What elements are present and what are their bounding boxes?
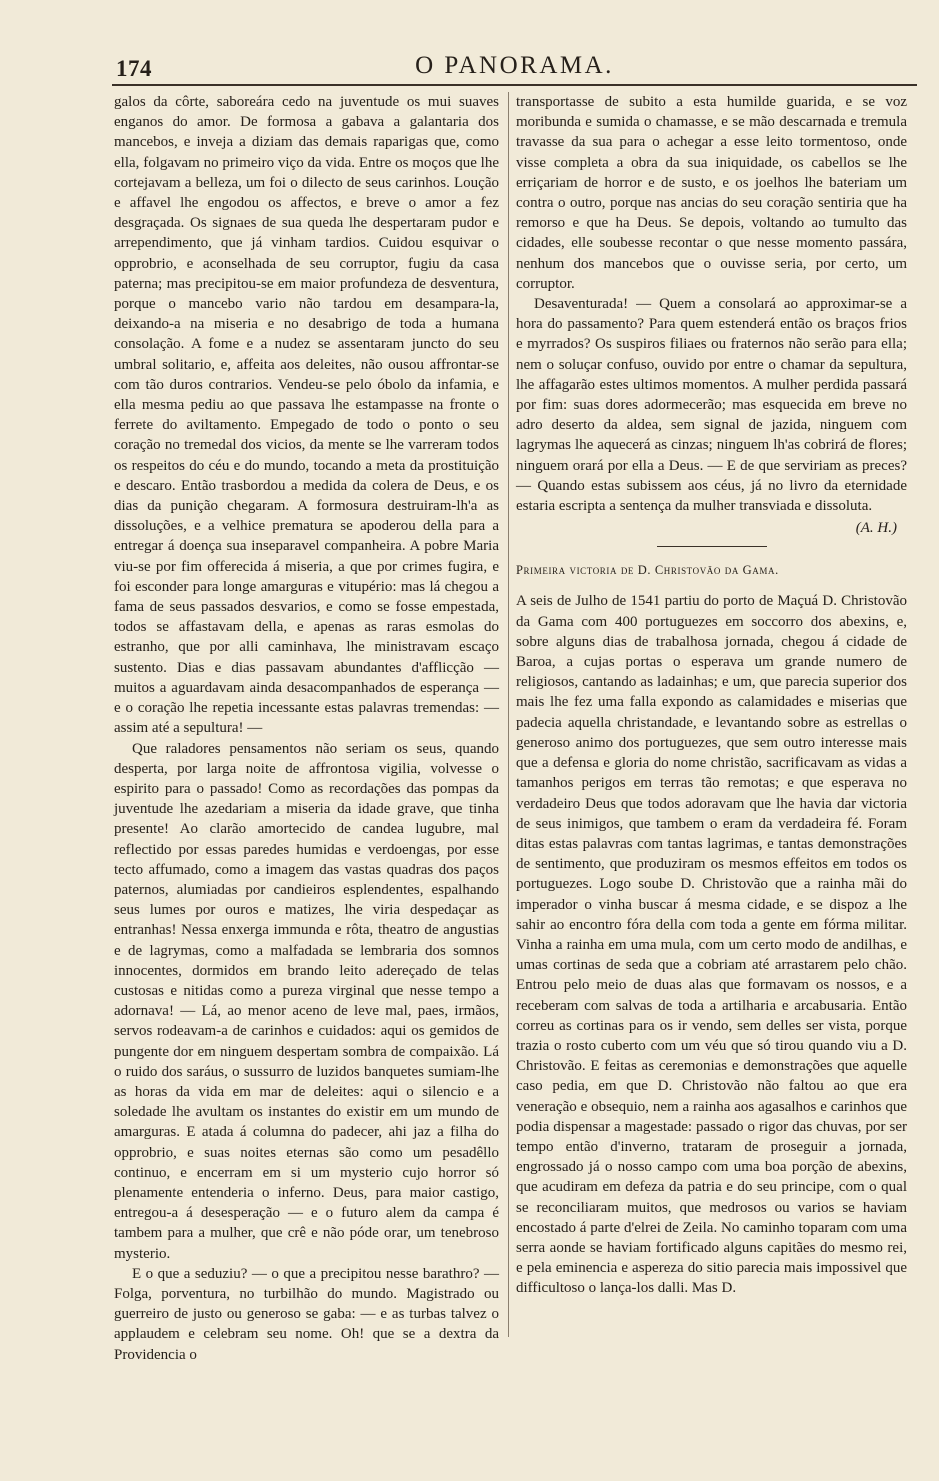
article-title: Primeira victoria de D. Christovão da Gama. bbox=[516, 563, 779, 578]
paragraph: Desaventurada! — Quem a consolará ao approximar-se a hora do passamento? Para quem estenderá então os braços frios e myrrados? Os suspiros filiaes ou fraternos não serão para ella; nem o soluçar confuso, ouvido por entre o chamar da sepultura, lhe affagarão estes ultimos momentos. A mulher perdida passará por fim: suas dores adormecerão; mas esquecida em breve no adro deserto da aldea, sem signal de jazida, ninguem com lagrymas lhe aquecerá as cinzas; ninguem lh'as cobrirá de flores; ninguem orará por ella a Deus. — E de que serviriam as preces? — Quando estas subissem aos céus, já no livro da eternidade estaria escripta a sentença da mulher transviada e dissoluta. bbox=[516, 296, 907, 515]
header-rule bbox=[112, 84, 917, 86]
left-column bbox=[114, 92, 499, 1363]
journal-title: O PANORAMA. bbox=[415, 52, 614, 79]
page-number: 174 bbox=[116, 56, 152, 81]
author-signature: (A. H.) bbox=[855, 520, 897, 537]
paragraph: Que raladores pensamentos não seriam os seus, quando desperta, por larga noite de affrontosa vigilia, volvesse o espirito para o passado! Como as recordações das pompas da juventude lhe azedariam a miseria da idade grave, que tinha presente! Ao clarão amortecido de candea lugubre, mal reflectido por essas paredes humidas e verdoengas, por esse tecto affumado, como a imagem das vastas quadras dos paços paternos, alumiadas por candieiros esplendentes, espalhando seus lumes por ouros e matizes, lhe viria despedaçar as entranhas! Nessa enxerga immunda e rôta, theatro de angustias e de lagrymas, como a malfadada se lembraria dos somnos innocentes, dormidos em brando leito adereçado de telas custosas e nitidas como a pureza virginal que nesse tempo a adornava! — Lá, ao menor aceno de leve mal, paes, irmãos, servos rodeavam-a de carinhos e cuidados: aqui os gemidos de pungente dor em ninguem despertam sombra de compaixão. Lá o ruido dos saráus, o sussurro de luzidos banquetes sumiam-lhe as horas da vida em mar de deleites: aqui o silencio e a soledade lhe avultam os instantes do existir em um mundo de amarguras. E atada á columna do padecer, ahi jaz a filha do opprobrio, e suas noites eternas são como um pesadêllo continuo, e encerram em si um mysterio cujo horror só plenamente entenderia o inferno. Deus, para maior castigo, entregou-a á desesperação — e o futuro alem da campa é tambem para a mulher, que crê e não póde orar, um tenebroso mysterio. bbox=[114, 740, 499, 1262]
paragraph: E o que a seduziu? — o que a precipitou nesse barathro? — Folga, porventura, no turbilhão do mundo. Magistrado ou guerreiro de justo ou generoso se gaba: — e as turbas talvez o applaudem e celebram seu nome. Oh! que se a dextra da Providencia o bbox=[114, 1265, 499, 1363]
section-rule bbox=[657, 546, 767, 547]
right-column bbox=[516, 92, 907, 1342]
paragraph: transportasse de subito a esta humilde guarida, e se voz moribunda e sumida o chamasse, e se mão descarnada e tremula travasse da sua para o achegar a esse leito tormentoso, onde visse completa a obra da sua iniquidade, os cabellos se lhe erriçariam de horror e de susto, e os joelhos lhe bateriam um contra o outro, porque nas ancias do seu coração sentiria que ha remorso e que ha Deus. Se depois, voltando ao tumulto das cidades, elle soubesse recontar o que nesse momento passára, nenhum dos mancebos que o ouvisse seria, por certo, um corruptor. bbox=[516, 94, 907, 292]
paragraph: galos da côrte, saboreára cedo na juventude os mui suaves enganos do amor. De formosa a gabava a galantaria dos mancebos, e inveja a diziam das demais raparigas que, como ella, folgavam no primeiro viço da vida. Entre os moços que lhe cortejavam a belleza, um foi o dilecto de seus carinhos. Loução e affavel lhe engodou os affectos, e breve o amor a fez desgraçada. Os signaes de sua queda lhe despertaram pudor e arrependimento, que já vinham tardios. Cuidou esquivar o opprobrio, e aconselhada de seu corruptor, fugiu da casa paterna; mas precipitou-se em maior profundeza de desventura, porque o mancebo vario não tardou em desampara-la, deixando-a na miseria e no desabrigo de toda a humana consolação. A fome e a nudez se assentaram juncto do seu umbral solitario, e, affeita aos deleites, não ousou affrontar-se com tão duros contrarios. Vendeu-se pelo óbolo da infamia, e ella mesma pediu ao que passava lhe estampasse na fronte o ferrete do aviltamento. Empegado de todo o ponto o seu coração no tremedal dos vicios, da mente se lhe varreram todos os respeitos do céu e do mundo, tocando a meta da prostituição e descaro. Então trasbordou a medida da colera de Deus, e os dias da punição chegaram. A formosura destruiram-lh'a as dissoluções, e a velhice prematura se apoderou della para a entregar á doença sua inseparavel companheira. A pobre Maria viu-se por fim offerecida á miseria, a que por crimes fugira, e foi esconder para longe amarguras e vitupério: mas lá chegou a fama de seus passados desvarios, e como se fosse empestada, todos se affastavam della, e apenas as raras esmolas do estranho, que por alli caminhava, lhe ministravam escaço sustento. Dias e dias passavam abundantes d'afflicção — muitos a aguardavam ainda desacompanhados de esperança — e o coração lhe repetia incessante estas palavras tremendas: — assim até a sepultura! — bbox=[114, 94, 499, 737]
page-header bbox=[112, 44, 917, 84]
column-divider bbox=[508, 92, 509, 1337]
paragraph: A seis de Julho de 1541 partiu do porto de Maçuá D. Christovão da Gama com 400 portuguezes em soccorro dos abexins, e, sobre alguns dias de trabalhosa jornada, chegou á cidade de Baroa, a cujas portas o esperava um grande numero de religiosos, cantando as ladainhas; e um, que parecia superior dos mais lhe fez uma falla expondo as calamidades e miserias que padecia aquella christandade, e levantando sobre as estrellas o generoso animo dos portuguezes, que sem outro interesse mais que a defensa e gloria do nome christão, sacrificavam as vidas a tamanhos perigos em terras tão remotas; e que esperava no verdadeiro Deus que todos adoravam que lhe havia dar victoria de seus inimigos, que tambem o eram da verdadeira fé. Foram ditas estas palavras com tantas lagrimas, e tantas demonstrações de sentimento, que produziram os mesmos effeitos em todos os portuguezes. Logo soube D. Christovão que a rainha mãi do imperador o vinha buscar á mesma cidade, e se dispoz a lhe sahir ao encontro fóra della com toda a gente em fórma militar. Vinha a rainha em uma mula, com um certo modo de andilhas, e umas cortinas de seda que a cobriam até arrastarem pelo chão. Entrou pelo meio de duas alas que formavam os nossos, e a receberam com salvas de toda a artilharia e arcabusaria. Então correu as cortinas para os ir vendo, sem delles ser vista, porque trazia o rosto cuberto com um véu que só tirou quando viu a D. Christovão. E feitas as ceremonias e demonstrações que aquelle caso pedia, em que D. Christovão não faltou ao que era veneração e obsequio, nem a rainha aos agasalhos e carinhos que podia dispensar a magestade: passado o rigor das chuvas, por ser tempo então d'inverno, trataram de proseguir a jornada, engrossado já o nosso campo com uma boa porção de abexins, que acudiram em defeza da patria e do seu principe, com o qual se reconciliaram muitos, que medrosos ou varios se haviam encostado á parte d'elrei de Zeila. No caminho toparam com uma serra aonde se haviam fortificado alguns capitães do mesmo rei, e pela eminencia e aspereza do sitio parecia mais impossivel que difficultoso o lança-los dalli. Mas D. bbox=[516, 593, 907, 1297]
